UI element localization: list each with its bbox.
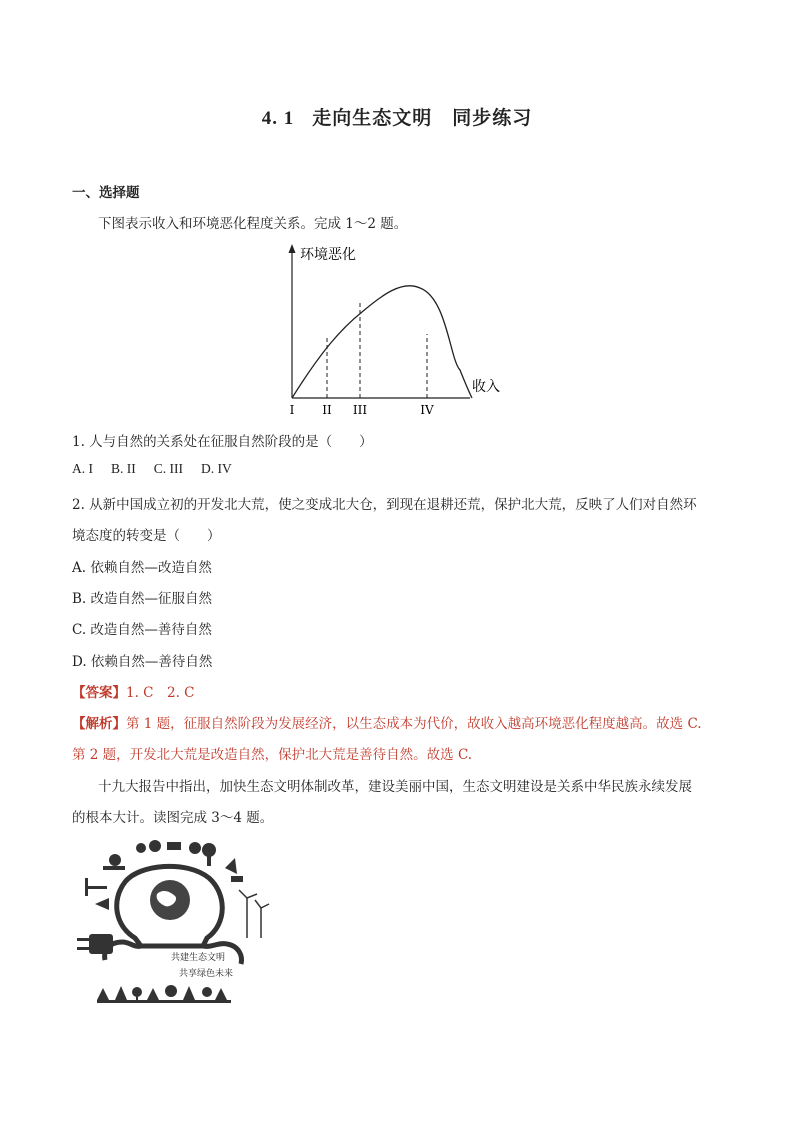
section-heading: 一、选择题 — [72, 185, 140, 201]
curve — [292, 286, 472, 398]
analysis-text-2: 第 2 题，开发北大荒是改造自然，保护北大荒是善待自然。故选 C. — [72, 747, 473, 763]
tree-silhouettes — [97, 985, 231, 1003]
tick-label: III — [352, 403, 368, 417]
answer-line — [72, 681, 195, 701]
title-number: 4. 1 — [261, 108, 295, 129]
page-title — [0, 103, 794, 130]
x-axis-label: 收入 — [472, 379, 500, 395]
question-1-options — [72, 461, 250, 477]
analysis-label: 【解析】 — [72, 716, 126, 732]
option-b: B. II — [111, 461, 136, 476]
slogan-line-2: 共享绿色未来 — [179, 969, 234, 979]
answer-label: 【答案】 — [72, 685, 126, 701]
slogan-line-1: 共建生态文明 — [171, 953, 226, 963]
title-main: 走向生态文明 — [312, 107, 433, 129]
question-2-stem-line2: 境态度的转变是（ ） — [72, 528, 221, 544]
ecological-civilization-poster — [75, 838, 275, 1006]
y-axis-arrow — [289, 244, 296, 253]
option-a: A. I — [72, 461, 93, 476]
question-1-stem: 1. 人与自然的关系处在征服自然阶段的是（ ） — [72, 434, 373, 450]
option-d: D. IV — [201, 461, 232, 476]
intro-text-2-line1: 十九大报告中指出，加快生态文明体制改革，建设美丽中国，生态文明建设是关系中华民族永续发展 — [98, 779, 692, 795]
question-2-option-b: B. 改造自然—征服自然 — [72, 591, 213, 607]
tick-label: IV — [420, 403, 434, 417]
intro-text-2-line2: 的根本大计。读图完成 3～4 题。 — [72, 810, 274, 826]
question-2-option-c: C. 改造自然—善待自然 — [72, 622, 212, 638]
answer-text: 1. C 2. C — [126, 685, 195, 701]
y-axis-label: 环境恶化 — [300, 247, 356, 263]
question-2-option-d: D. 依赖自然—善待自然 — [72, 654, 213, 670]
option-c: C. III — [153, 461, 183, 476]
tick-label: I — [289, 403, 295, 417]
plug-icon — [77, 934, 113, 954]
question-2-option-a: A. 依赖自然—改造自然 — [72, 560, 212, 576]
question-2-stem-line1: 2. 从新中国成立初的开发北大荒，使之变成北大仓，到现在退耕还荒，保护北大荒，反映了人们对自然环 — [72, 497, 697, 513]
analysis-line1 — [72, 712, 702, 732]
intro-text-1: 下图表示收入和环境恶化程度关系。完成 1～2 题。 — [98, 216, 408, 232]
analysis-text-1: 第 1 题，征服自然阶段为发展经济，以生态成本为代价，故收入越高环境恶化程度越高。故选 C. — [126, 716, 702, 732]
wind-turbine-icon — [239, 890, 269, 938]
title-sub: 同步练习 — [452, 107, 533, 129]
income-environment-chart — [282, 240, 514, 420]
tick-label: II — [322, 403, 332, 417]
